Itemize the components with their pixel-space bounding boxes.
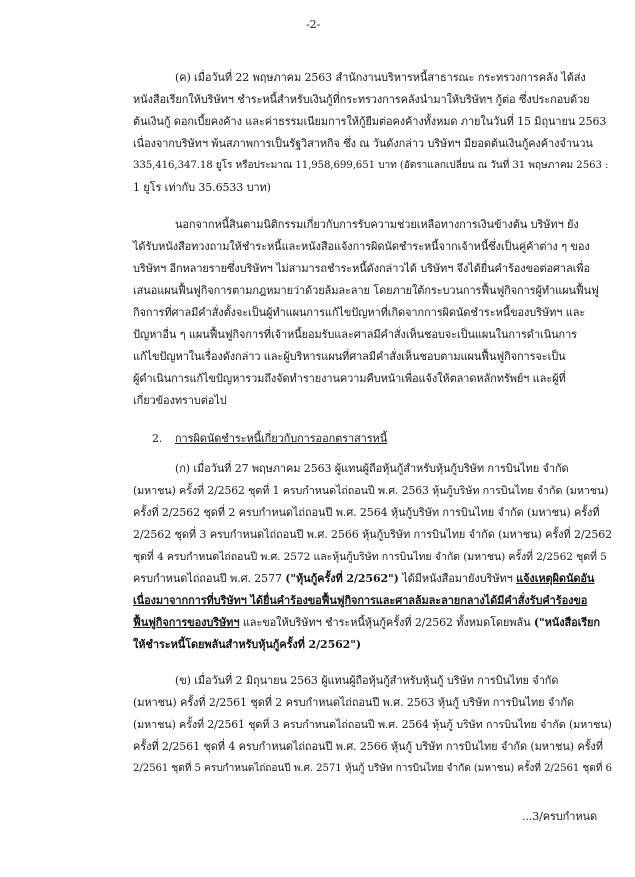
bold-term: ("หุ้นกู้ครั้งที่ 2/2562")	[285, 572, 399, 585]
paragraph-line: นอกจากหนี้สินตามนิติกรรมเกี่ยวกับการรับความช่วยเหลือทางการเงินข้างต้น บริษัทฯ ยัง	[175, 218, 579, 231]
section-number: 2.	[152, 432, 163, 445]
text-run: ได้มีหนังสือมายังบริษัทฯ	[398, 572, 517, 585]
section-heading: การผิดนัดชำระหนี้เกี่ยวกับการออกตราสารหนี้	[175, 432, 388, 445]
paragraph-line: เกี่ยวข้องทราบต่อไป	[133, 394, 227, 407]
page-continuation: ...3/ครบกำหนด	[522, 810, 597, 823]
bold-term: ("หนังสือเรียก	[533, 616, 600, 629]
paragraph-line: ครั้งที่ 2/2562 ชุดที่ 2 ครบกำหนดไถ่ถอนปี พ.ศ. 2564 หุ้นกู้บริษัท การบินไทย จำกัด (มหาชน) ครั้งที่	[133, 506, 600, 519]
paragraph-line: แก้ไขปัญหาในเรื่องดังกล่าว และผู้บริหารแผนที่ศาลมีคำสั่งเห็นชอบตามแผนฟื้นฟูกิจการจะเป็น	[133, 350, 566, 363]
paragraph-line: ได้รับหนังสือทวงถามให้ชำระหนี้และหนังสือแจ้งการผิดนัดชำระหนี้จากเจ้าหนี้ซึ่งเป็นคู่ค้าต่าง ๆ ของ	[133, 240, 590, 253]
text-run: ครบกำหนดไถ่ถอนปี พ.ศ. 2577	[133, 572, 286, 585]
paragraph-line: (มหาชน) ครั้งที่ 2/2562 ชุดที่ 1 ครบกำหนดไถ่ถอนปี พ.ศ. 2563 หุ้นกู้บริษัท การบินไทย จำกัด (มหาชน)	[133, 484, 609, 497]
bold-underlined-line: เนื่องมาจากการที่บริษัทฯ ได้ยื่นคำร้องขอฟื้นฟูกิจการและศาลล้มละลายกลางได้มีคำสั่งรับคำร้องขอ	[133, 594, 588, 607]
bold-underlined-text: แจ้งเหตุผิดนัดอัน	[516, 572, 595, 585]
paragraph-line	[133, 572, 594, 586]
paragraph-line: ผู้ดำเนินการแก้ไขปัญหารวมถึงจัดทำรายงานความคืบหน้าเพื่อแจ้งให้ตลาดหลักทรัพย์ฯ และผู้ที่	[133, 372, 566, 385]
paragraph-line: ชุดที่ 4 ครบกำหนดไถ่ถอนปี พ.ศ. 2572 และหุ้นกู้บริษัท การบินไทย จำกัด (มหาชน) ครั้งที่ 2/2562 ชุดที่ 5	[133, 551, 607, 563]
paragraph-line: ครั้งที่ 2/2561 ชุดที่ 4 ครบกำหนดไถ่ถอนปี พ.ศ. 2566 หุ้นกู้ บริษัท การบินไทย จำกัด (มหาชน) ครั้งที่	[133, 740, 603, 753]
paragraph-line: กิจการที่ศาลมีคำสั่งตั้งจะเป็นผู้ทำแผนการแก้ไขปัญหาที่เกิดจากการผิดนัดชำระหนี้ของบริษัทฯ และ	[133, 306, 586, 319]
paragraph-line: 335,416,347.18 ยูโร หรือประมาณ 11,958,699,651 บาท (อัตราแลกเปลี่ยน ณ วันที่ 31 พฤษภาคม 2563 :	[133, 160, 609, 171]
bold-underlined-text: ฟื้นฟูกิจการของบริษัทฯ	[133, 616, 240, 629]
paragraph-line	[133, 616, 600, 630]
text-run: และขอให้บริษัทฯ ชำระหนี้หุ้นกู้ครั้งที่ 2/2562 ทั้งหมดโดยพลัน	[239, 616, 534, 629]
paragraph-line: (ข) เมื่อวันที่ 2 มิถุนายน 2563 ผู้แทนผู้ถือหุ้นกู้สำหรับหุ้นกู้ บริษัท การบินไทย จำกัด	[175, 674, 559, 687]
bold-term-line: ให้ชำระหนี้โดยพลันสำหรับหุ้นกู้ครั้งที่ 2/2562")	[133, 638, 361, 651]
paragraph-line: หนังสือเรียกให้บริษัทฯ ชำระหนี้สำหรับเงินกู้ที่กระทรวงการคลังนำมาให้บริษัทฯ กู้ต่อ ซึ่งประกอบด้วย	[133, 93, 590, 106]
paragraph-line: 1 ยูโร เท่ากับ 35.6533 บาท)	[133, 181, 271, 194]
paragraph-line: (ก) เมื่อวันที่ 27 พฤษภาคม 2563 ผู้แทนผู้ถือหุ้นกู้สำหรับหุ้นกู้บริษัท การบินไทย จำกัด	[175, 462, 569, 475]
paragraph-line: (มหาชน) ครั้งที่ 2/2561 ชุดที่ 3 ครบกำหนดไถ่ถอนปี พ.ศ. 2564 หุ้นกู้ บริษัท การบินไทย จำกัด (มหาชน)	[133, 718, 612, 731]
paragraph-line: (ค) เมื่อวันที่ 22 พฤษภาคม 2563 สำนักงานบริหารหนี้สาธารณะ กระทรวงการคลัง ได้ส่ง	[175, 71, 586, 84]
page-number: -2-	[306, 18, 321, 31]
paragraph-line: 2/2562 ชุดที่ 3 ครบกำหนดไถ่ถอนปี พ.ศ. 2566 หุ้นกู้บริษัท การบินไทย จำกัด (มหาชน) ครั้งที่ 2/2562	[133, 528, 613, 541]
paragraph-line: บริษัทฯ อีกหลายรายซึ่งบริษัทฯ ไม่สามารถชำระหนี้ดังกล่าวได้ บริษัทฯ จึงได้ยื่นคำร้องขอต่อศาลเพื่อ	[133, 262, 590, 275]
paragraph-line: ต้นเงินกู้ ดอกเบี้ยคงค้าง และค่าธรรมเนียมการให้กู้ยืมต่อคงค้างทั้งหมด ภายในวันที่ 15 มิถุนายน 2563	[133, 115, 607, 128]
paragraph-line: (มหาชน) ครั้งที่ 2/2561 ชุดที่ 2 ครบกำหนดไถ่ถอนปี พ.ศ. 2563 หุ้นกู้ บริษัท การบินไทย จำกัด	[133, 696, 574, 709]
paragraph-line: เนื่องจากบริษัทฯ พ้นสภาพการเป็นรัฐวิสาหกิจ ซึ่ง ณ วันดังกล่าว บริษัทฯ มียอดต้นเงินกู้คงค้างจำนวน	[133, 137, 593, 150]
paragraph-line: ปัญหาอื่น ๆ แผนฟื้นฟูกิจการที่เจ้าหนี้ยอมรับและศาลมีคำสั่งเห็นชอบจะเป็นแผนในการดำเนินการ	[133, 328, 577, 341]
paragraph-line: 2/2561 ชุดที่ 5 ครบกำหนดไถ่ถอนปี พ.ศ. 2571 หุ้นกู้ บริษัท การบินไทย จำกัด (มหาชน) ครั้งที่ 2/2561 ชุดที่ 6	[133, 763, 612, 774]
paragraph-line: เสนอแผนฟื้นฟูกิจการตามกฎหมายว่าด้วยล้มละลาย โดยภายใต้กระบวนการฟื้นฟูกิจการผู้ทำแผนฟื้นฟู	[133, 284, 599, 297]
